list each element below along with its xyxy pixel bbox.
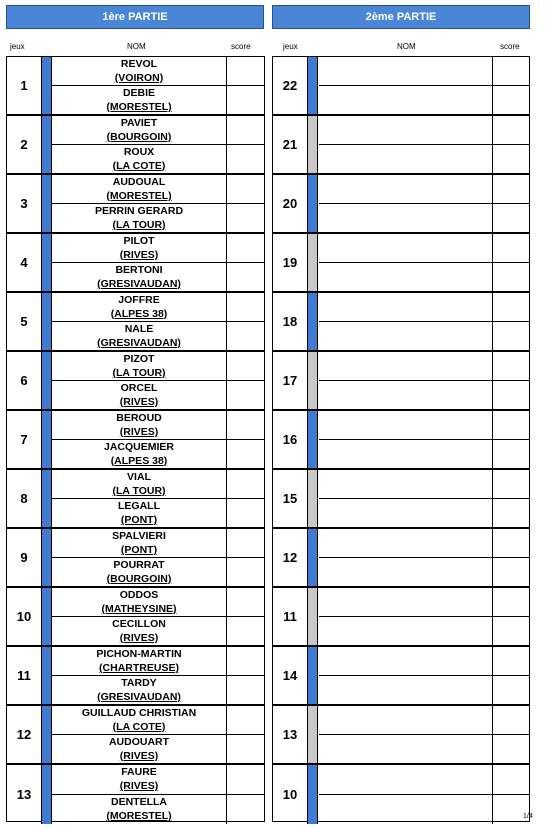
names-cell: [52, 706, 227, 763]
names-cell[interactable]: [319, 352, 493, 409]
player-name: CECILLON: [112, 617, 166, 630]
color-stripe: [308, 647, 318, 704]
player-club: (RIVES): [119, 425, 159, 438]
score-slot[interactable]: [493, 145, 529, 174]
match-block: [273, 706, 529, 765]
player-entry: [52, 322, 226, 351]
match-block: [273, 588, 529, 647]
player-entry: [52, 529, 226, 558]
score-cell[interactable]: [493, 57, 529, 114]
score-slot[interactable]: [493, 293, 529, 322]
color-stripe: [42, 57, 52, 114]
names-cell[interactable]: [319, 529, 493, 586]
player-name: BEROUD: [116, 411, 162, 424]
player-club: (RIVES): [119, 631, 159, 644]
name-slot[interactable]: [319, 647, 492, 676]
player-entry: [52, 175, 226, 204]
score-slot[interactable]: [493, 175, 529, 204]
player-club: (BOURGOIN): [106, 130, 172, 143]
player-name: VIAL: [127, 470, 151, 483]
score-slot[interactable]: [493, 706, 529, 735]
score-slot[interactable]: [493, 529, 529, 558]
color-stripe: [42, 470, 52, 527]
player-name: PIZOT: [123, 352, 155, 365]
name-slot[interactable]: [319, 765, 492, 795]
player-entry: [52, 647, 226, 676]
player-entry: [52, 57, 226, 86]
game-number: 3: [7, 175, 42, 232]
color-stripe: [308, 175, 318, 232]
score-cell[interactable]: [227, 175, 264, 232]
match-block: [7, 588, 264, 647]
player-name: ODDOS: [119, 588, 159, 601]
name-slot[interactable]: [319, 529, 492, 558]
game-number: 7: [7, 411, 42, 468]
game-number: 18: [273, 293, 308, 350]
game-number: 13: [273, 706, 308, 763]
game-number: 19: [273, 234, 308, 291]
game-number: 10: [7, 588, 42, 645]
game-number: 22: [273, 57, 308, 114]
player-name: DENTELLA: [111, 796, 167, 809]
score-slot[interactable]: [493, 558, 529, 587]
col-jeux-left: jeux: [10, 42, 25, 51]
player-entry: [52, 440, 226, 469]
player-club: (MORESTEL): [106, 189, 172, 202]
score-slot[interactable]: [227, 558, 264, 587]
player-entry: [52, 145, 226, 174]
score-slot[interactable]: [493, 676, 529, 705]
name-slot[interactable]: [319, 558, 492, 587]
names-cell[interactable]: [319, 116, 493, 173]
page-indicator: 1/4: [523, 813, 533, 820]
player-name: GUILLAUD CHRISTIAN: [81, 706, 197, 719]
name-slot[interactable]: [319, 499, 492, 528]
name-slot[interactable]: [319, 588, 492, 617]
player-club: (MORESTEL): [106, 810, 172, 823]
part2-header: 2ème PARTIE: [272, 5, 530, 29]
color-stripe: [42, 352, 52, 409]
name-slot[interactable]: [319, 116, 492, 145]
player-name: DEBIE: [122, 86, 156, 99]
match-block: [7, 706, 264, 765]
score-cell[interactable]: [493, 647, 529, 704]
score-slot[interactable]: [227, 381, 264, 410]
name-slot[interactable]: [319, 440, 492, 469]
game-number: 20: [273, 175, 308, 232]
match-block: [273, 470, 529, 529]
score-slot[interactable]: [493, 735, 529, 764]
game-number: 21: [273, 116, 308, 173]
player-club: (VOIRON): [114, 71, 164, 84]
player-name: POURRAT: [113, 558, 165, 571]
score-slot[interactable]: [493, 204, 529, 233]
score-slot[interactable]: [227, 322, 264, 351]
score-slot[interactable]: [493, 647, 529, 676]
color-stripe: [308, 411, 318, 468]
player-club: (RIVES): [119, 395, 159, 408]
player-name: PILOT: [123, 234, 155, 247]
names-cell: [52, 470, 227, 527]
name-slot[interactable]: [319, 352, 492, 381]
name-slot[interactable]: [319, 381, 492, 410]
score-slot[interactable]: [227, 470, 264, 499]
col-score-right: score: [500, 42, 520, 51]
score-cell[interactable]: [227, 529, 264, 586]
score-slot[interactable]: [227, 440, 264, 469]
name-slot[interactable]: [319, 676, 492, 705]
score-cell[interactable]: [493, 411, 529, 468]
score-slot[interactable]: [227, 765, 264, 795]
name-slot[interactable]: [319, 470, 492, 499]
col-nom-right: NOM: [397, 42, 416, 51]
color-stripe: [42, 706, 52, 763]
match-block: [273, 352, 529, 411]
player-club: (ALPES 38): [110, 307, 168, 320]
game-number: 4: [7, 234, 42, 291]
names-cell[interactable]: [319, 588, 493, 645]
score-slot[interactable]: [493, 499, 529, 528]
names-cell: [52, 411, 227, 468]
player-entry: [52, 588, 226, 617]
name-slot[interactable]: [319, 145, 492, 174]
player-club: (LA TOUR): [112, 218, 166, 231]
match-block: [273, 293, 529, 352]
player-club: (GRESIVAUDAN): [97, 690, 181, 703]
player-club: (CHARTREUSE): [99, 661, 179, 674]
game-number: 9: [7, 529, 42, 586]
color-stripe: [308, 352, 318, 409]
match-block: [273, 529, 529, 588]
score-slot[interactable]: [227, 529, 264, 558]
match-block: [273, 647, 529, 706]
score-slot[interactable]: [227, 145, 264, 174]
names-cell: [52, 234, 227, 291]
match-block: [7, 116, 264, 175]
col-nom-left: NOM: [127, 42, 146, 51]
score-slot[interactable]: [227, 588, 264, 617]
player-entry: [52, 352, 226, 381]
match-block: [7, 175, 264, 234]
player-entry: [52, 470, 226, 499]
score-slot[interactable]: [493, 617, 529, 646]
names-cell[interactable]: [319, 57, 493, 114]
player-name: JACQUEMIER: [103, 440, 174, 453]
color-stripe: [42, 765, 52, 824]
score-slot[interactable]: [227, 795, 264, 825]
score-slot[interactable]: [227, 204, 264, 233]
player-name: PICHON-MARTIN: [96, 647, 182, 660]
names-cell: [52, 588, 227, 645]
match-block: [273, 175, 529, 234]
color-stripe: [308, 588, 318, 645]
score-cell[interactable]: [227, 352, 264, 409]
score-slot[interactable]: [227, 617, 264, 646]
names-cell: [52, 116, 227, 173]
game-number: 5: [7, 293, 42, 350]
player-entry: [52, 795, 226, 825]
player-name: TARDY: [121, 676, 157, 689]
names-cell: [52, 352, 227, 409]
score-cell[interactable]: [227, 57, 264, 114]
game-number: 11: [7, 647, 42, 704]
color-stripe: [308, 234, 318, 291]
player-name: LEGALL: [118, 499, 160, 512]
game-number: 13: [7, 765, 42, 824]
player-club: (LA COTE): [112, 720, 166, 733]
match-block: [7, 352, 264, 411]
game-number: 10: [273, 765, 308, 824]
score-cell[interactable]: [493, 588, 529, 645]
names-cell: [52, 647, 227, 704]
name-slot[interactable]: [319, 795, 492, 825]
player-entry: [52, 735, 226, 764]
player-club: (RIVES): [119, 749, 159, 762]
color-stripe: [42, 588, 52, 645]
match-block: [7, 529, 264, 588]
color-stripe: [42, 116, 52, 173]
score-cell[interactable]: [493, 706, 529, 763]
player-name: ROUX: [123, 145, 155, 158]
score-slot[interactable]: [227, 263, 264, 292]
score-cell[interactable]: [493, 529, 529, 586]
match-block: [273, 765, 529, 824]
names-cell[interactable]: [319, 470, 493, 527]
color-stripe: [42, 647, 52, 704]
score-cell[interactable]: [227, 647, 264, 704]
score-slot[interactable]: [493, 765, 529, 795]
game-number: 11: [273, 588, 308, 645]
names-cell: [52, 293, 227, 350]
color-stripe: [308, 706, 318, 763]
score-slot[interactable]: [227, 352, 264, 381]
game-number: 16: [273, 411, 308, 468]
score-slot[interactable]: [227, 676, 264, 705]
score-slot[interactable]: [493, 234, 529, 263]
score-cell[interactable]: [493, 352, 529, 409]
name-slot[interactable]: [319, 263, 492, 292]
player-entry: [52, 676, 226, 705]
name-slot[interactable]: [319, 293, 492, 322]
player-entry: [52, 116, 226, 145]
player-name: AUDOUART: [108, 735, 170, 748]
game-number: 12: [7, 706, 42, 763]
score-cell[interactable]: [493, 234, 529, 291]
match-block: [7, 234, 264, 293]
score-cell[interactable]: [227, 116, 264, 173]
name-slot[interactable]: [319, 86, 492, 115]
score-slot[interactable]: [227, 499, 264, 528]
player-name: JOFFRE: [118, 293, 160, 306]
match-block: [273, 116, 529, 175]
names-cell[interactable]: [319, 175, 493, 232]
match-block: [7, 647, 264, 706]
game-number: 2: [7, 116, 42, 173]
color-stripe: [42, 234, 52, 291]
score-slot[interactable]: [227, 293, 264, 322]
names-cell[interactable]: [319, 411, 493, 468]
name-slot[interactable]: [319, 322, 492, 351]
name-slot[interactable]: [319, 617, 492, 646]
player-club: (PONT): [120, 543, 158, 556]
player-name: BERTONI: [115, 263, 163, 276]
score-slot[interactable]: [493, 57, 529, 86]
player-entry: [52, 263, 226, 292]
score-slot[interactable]: [227, 116, 264, 145]
score-cell[interactable]: [227, 706, 264, 763]
names-cell[interactable]: [319, 765, 493, 824]
score-slot[interactable]: [493, 86, 529, 115]
match-block: [273, 411, 529, 470]
color-stripe: [42, 175, 52, 232]
score-slot[interactable]: [227, 647, 264, 676]
score-slot[interactable]: [493, 440, 529, 469]
names-cell[interactable]: [319, 706, 493, 763]
color-stripe: [308, 470, 318, 527]
score-slot[interactable]: [493, 352, 529, 381]
color-stripe: [42, 293, 52, 350]
match-block: [273, 57, 529, 116]
match-block: [7, 57, 264, 116]
score-slot[interactable]: [227, 234, 264, 263]
player-entry: [52, 381, 226, 410]
color-stripe: [42, 411, 52, 468]
score-cell[interactable]: [227, 765, 264, 824]
player-name: PAVIET: [120, 116, 158, 129]
player-entry: [52, 706, 226, 735]
score-slot[interactable]: [227, 735, 264, 764]
name-slot[interactable]: [319, 175, 492, 204]
score-slot[interactable]: [227, 175, 264, 204]
game-number: 8: [7, 470, 42, 527]
score-cell[interactable]: [227, 234, 264, 291]
color-stripe: [308, 293, 318, 350]
player-entry: [52, 293, 226, 322]
names-cell[interactable]: [319, 293, 493, 350]
score-cell[interactable]: [227, 470, 264, 527]
player-club: (MATHEYSINE): [101, 602, 177, 615]
name-slot[interactable]: [319, 57, 492, 86]
names-cell[interactable]: [319, 647, 493, 704]
score-slot[interactable]: [493, 263, 529, 292]
player-club: (BOURGOIN): [106, 572, 172, 585]
player-name: NALE: [124, 322, 154, 335]
game-number: 15: [273, 470, 308, 527]
player-club: (LA COTE): [112, 159, 166, 172]
game-number: 14: [273, 647, 308, 704]
names-cell: [52, 57, 227, 114]
player-club: (GRESIVAUDAN): [97, 277, 181, 290]
score-cell[interactable]: [493, 116, 529, 173]
score-slot[interactable]: [227, 57, 264, 86]
score-cell[interactable]: [493, 293, 529, 350]
name-slot[interactable]: [319, 234, 492, 263]
match-block: [7, 765, 264, 824]
names-cell: [52, 529, 227, 586]
score-cell[interactable]: [227, 411, 264, 468]
score-slot[interactable]: [493, 116, 529, 145]
col-jeux-right: jeux: [283, 42, 298, 51]
name-slot[interactable]: [319, 411, 492, 440]
player-name: FAURE: [121, 766, 157, 779]
score-slot[interactable]: [493, 411, 529, 440]
player-entry: [52, 499, 226, 528]
game-number: 12: [273, 529, 308, 586]
name-slot[interactable]: [319, 706, 492, 735]
player-entry: [52, 411, 226, 440]
player-name: SPALVIERI: [112, 529, 166, 542]
player-name: REVOL: [120, 57, 158, 70]
color-stripe: [308, 529, 318, 586]
second-part-table: [272, 56, 530, 822]
player-club: (PONT): [120, 513, 158, 526]
part1-header: 1ère PARTIE: [6, 5, 264, 29]
player-club: (LA TOUR): [112, 484, 166, 497]
player-club: (RIVES): [119, 780, 159, 793]
match-block: [273, 234, 529, 293]
match-block: [7, 470, 264, 529]
names-cell: [52, 765, 227, 824]
player-entry: [52, 617, 226, 646]
score-slot[interactable]: [227, 706, 264, 735]
player-entry: [52, 765, 226, 795]
player-entry: [52, 204, 226, 233]
player-club: (ALPES 38): [110, 454, 168, 467]
score-cell[interactable]: [493, 470, 529, 527]
score-slot[interactable]: [493, 588, 529, 617]
names-cell: [52, 175, 227, 232]
player-club: (GRESIVAUDAN): [97, 336, 181, 349]
color-stripe: [308, 57, 318, 114]
score-slot[interactable]: [227, 411, 264, 440]
game-number: 1: [7, 57, 42, 114]
player-name: AUDOUAL: [112, 175, 166, 188]
match-block: [7, 293, 264, 352]
player-name: PERRIN GERARD: [94, 204, 184, 217]
player-entry: [52, 234, 226, 263]
score-cell[interactable]: [227, 588, 264, 645]
score-cell[interactable]: [227, 293, 264, 350]
game-number: 6: [7, 352, 42, 409]
match-block: [7, 411, 264, 470]
score-slot[interactable]: [493, 381, 529, 410]
names-cell[interactable]: [319, 234, 493, 291]
player-name: ORCEL: [120, 381, 158, 394]
color-stripe: [308, 116, 318, 173]
color-stripe: [308, 765, 318, 824]
score-slot[interactable]: [227, 86, 264, 115]
player-entry: [52, 86, 226, 115]
player-club: (RIVES): [119, 248, 159, 261]
name-slot[interactable]: [319, 735, 492, 764]
player-entry: [52, 558, 226, 587]
score-cell[interactable]: [493, 175, 529, 232]
first-part-table: [6, 56, 265, 822]
game-number: 17: [273, 352, 308, 409]
player-club: (MORESTEL): [106, 100, 172, 113]
player-club: (LA TOUR): [112, 366, 166, 379]
col-score-left: score: [231, 42, 251, 51]
color-stripe: [42, 529, 52, 586]
name-slot[interactable]: [319, 204, 492, 233]
score-slot[interactable]: [493, 322, 529, 351]
score-slot[interactable]: [493, 470, 529, 499]
